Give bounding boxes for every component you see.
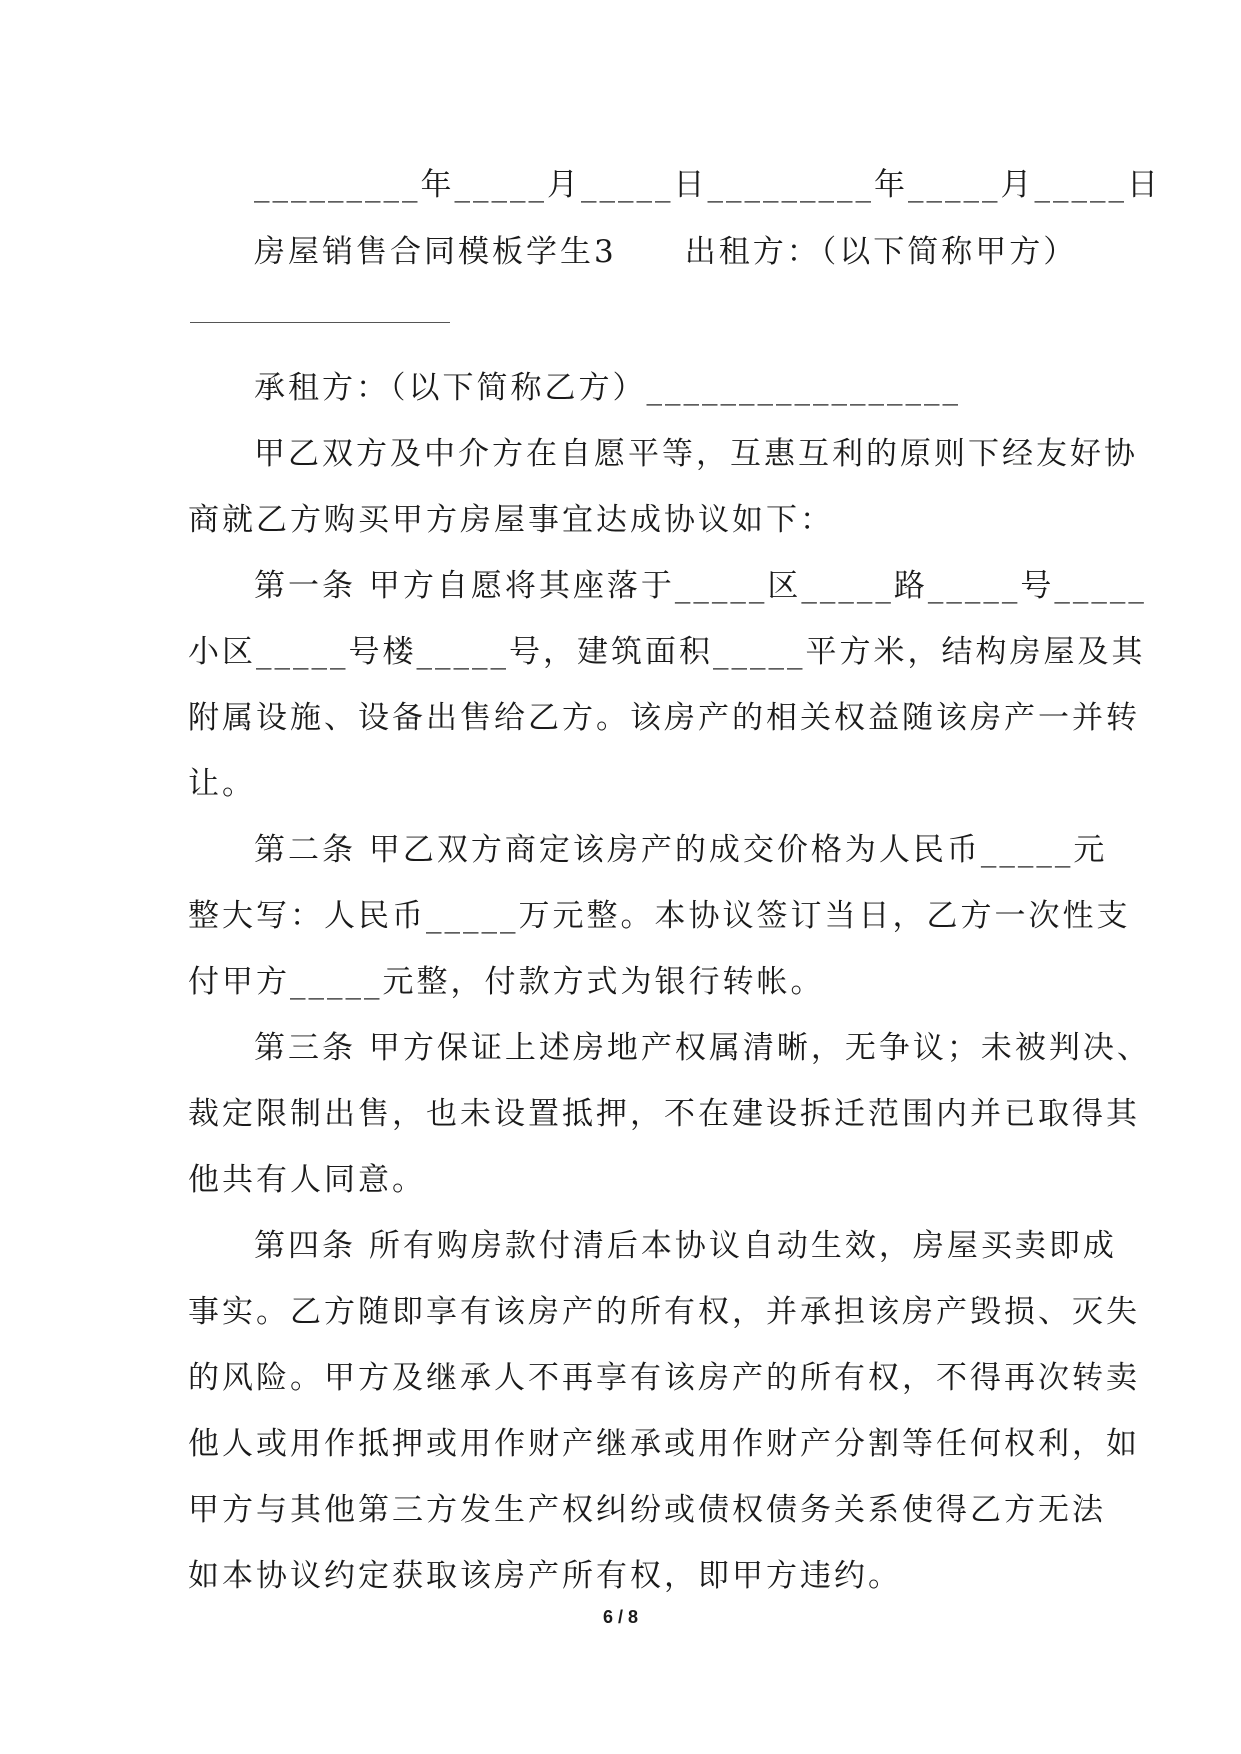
article-4-line-5: 甲方与其他第三方发生产权纠纷或债权债务关系使得乙方无法 <box>188 1492 1106 1528</box>
article-3-line-3: 他共有人同意。 <box>188 1162 426 1198</box>
lessee-line: 承租方：（以下简称乙方）_________________ <box>254 370 961 406</box>
page-number: 6 / 8 <box>602 1607 639 1627</box>
article-1-line-3: 附属设施、设备出售给乙方。该房产的相关权益随该房产一并转 <box>188 700 1140 736</box>
article-3-line-1: 第三条 甲方保证上述房地产权属清晰，无争议；未被判决、 <box>254 1030 1151 1066</box>
article-4-line-4: 他人或用作抵押或用作财产继承或用作财产分割等任何权利，如 <box>188 1426 1140 1462</box>
article-3-line-2: 裁定限制出售，也未设置抵押，不在建设拆迁范围内并已取得其 <box>188 1096 1140 1132</box>
paragraph-intro-line-1: 甲乙双方及中介方在自愿平等，互惠互利的原则下经友好协 <box>254 436 1138 472</box>
title-and-lessor-line: 房屋销售合同模板学生3 出租方：（以下简称甲方） <box>254 234 1078 270</box>
article-1-line-4: 让。 <box>188 766 256 802</box>
article-4-line-3: 的风险。甲方及继承人不再享有该房产的所有权，不得再次转卖 <box>188 1360 1140 1396</box>
date-line: _________年_____月_____日_________年_____月_____日 <box>254 167 1161 203</box>
article-2-line-2: 整大写：人民币_____万元整。本协议签订当日，乙方一次性支 <box>188 898 1131 934</box>
article-1-line-2: 小区_____号楼_____号，建筑面积_____平方米，结构房屋及其 <box>188 634 1146 670</box>
lessor-blank-line <box>190 322 450 323</box>
article-2-line-1: 第二条 甲乙双方商定该房产的成交价格为人民币_____元 <box>254 832 1108 868</box>
article-4-line-6: 如本协议约定获取该房产所有权，即甲方违约。 <box>188 1558 902 1594</box>
article-2-line-3: 付甲方_____元整，付款方式为银行转帐。 <box>188 964 825 1000</box>
article-4-line-2: 事实。乙方随即享有该房产的所有权，并承担该房产毁损、灭失 <box>188 1294 1140 1330</box>
article-1-line-1: 第一条 甲方自愿将其座落于_____区_____路_____号_____ <box>254 568 1147 604</box>
article-4-line-1: 第四条 所有购房款付清后本协议自动生效，房屋买卖即成 <box>254 1228 1117 1264</box>
paragraph-intro-line-2: 商就乙方购买甲方房屋事宜达成协议如下： <box>188 502 834 538</box>
